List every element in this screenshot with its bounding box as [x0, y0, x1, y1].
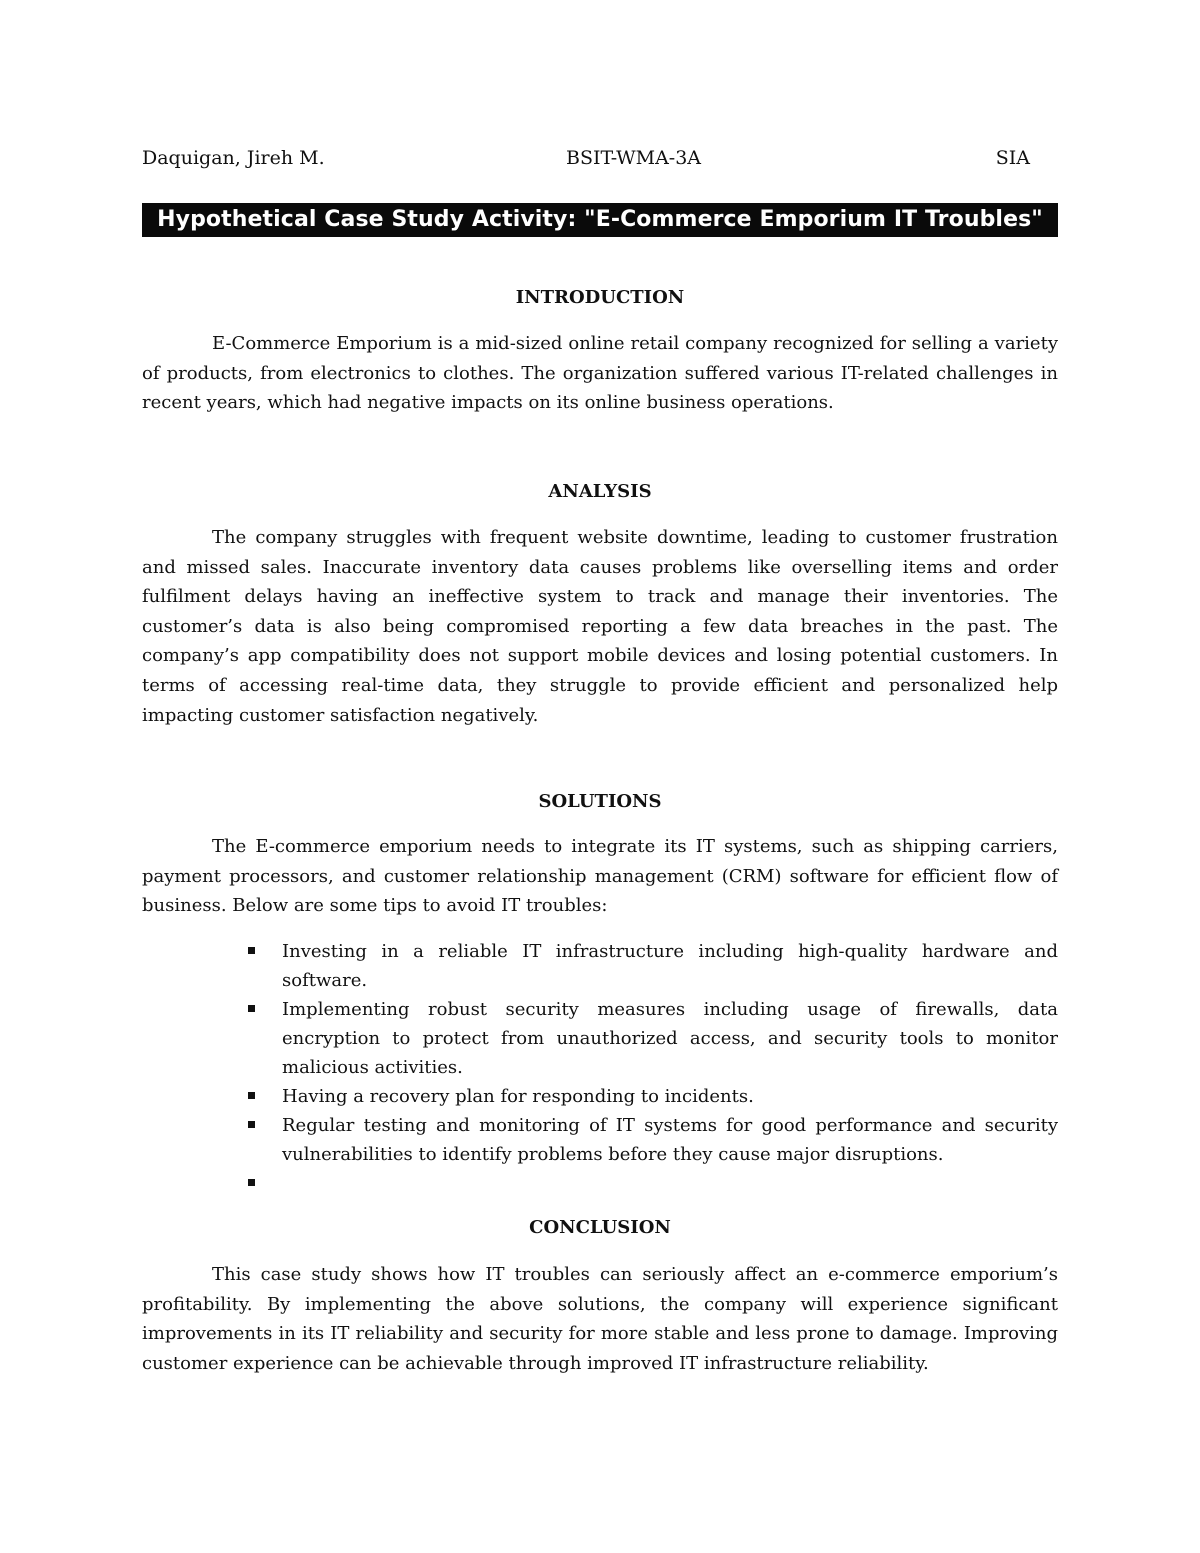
square-bullet-icon — [248, 1121, 255, 1128]
tip-text: Investing in a reliable IT infrastructure including high-quality hardware and software. — [282, 941, 1058, 991]
list-item — [142, 1111, 1058, 1169]
course-section: BSIT-WMA-3A — [566, 147, 702, 169]
square-bullet-icon — [248, 1092, 255, 1099]
list-item — [142, 1169, 1058, 1198]
introduction-paragraph: E-Commerce Emporium is a mid-sized online retail company recognized for selling a variety of products, from electronics to clothes. The organization suffered various IT-related challenges in recent years, which had negative impacts on its online business operations. — [142, 333, 1058, 414]
list-item — [142, 1082, 1058, 1111]
tip-text: Regular testing and monitoring of IT systems for good performance and security vulnerabilities to identify problems before they cause major disruptions. — [282, 1115, 1058, 1165]
analysis-paragraph: The company struggles with frequent website downtime, leading to customer frustration and missed sales. Inaccurate inventory data causes problems like overselling items and order fulfilment delays having an ineffective system to track and manage their inventories. The customer’s data is also being compromised reporting a few data breaches in the past. The company’s app compatibility does not support mobile devices and losing potential customers. In terms of accessing real-time data, they struggle to provide efficient and personalized help impacting customer satisfaction negatively. — [142, 527, 1058, 726]
subject-code: SIA — [995, 147, 1030, 169]
solutions-paragraph: The E-commerce emporium needs to integrate its IT systems, such as shipping carriers, payment processors, and customer relationship management (CRM) software for efficient flow of business. Below are some tips to avoid IT troubles: — [142, 836, 1058, 917]
square-bullet-icon — [248, 947, 255, 954]
list-item — [142, 995, 1058, 1082]
document-header — [142, 144, 1030, 172]
conclusion-heading: CONCLUSION — [529, 1217, 671, 1238]
tip-text: Having a recovery plan for responding to incidents. — [282, 1086, 754, 1107]
introduction-heading: INTRODUCTION — [515, 287, 685, 308]
tip-text: Implementing robust security measures including usage of firewalls, data encryption to protect from unauthorized access, and security tools to monitor malicious activities. — [282, 999, 1058, 1078]
document-title: Hypothetical Case Study Activity: "E-Commerce Emporium IT Troubles" — [142, 203, 1058, 237]
list-item — [142, 937, 1058, 995]
conclusion-paragraph: This case study shows how IT troubles can seriously affect an e-commerce emporium’s profitability. By implementing the above solutions, the company will experience significant improvements in its IT reliability and security for more stable and less prone to damage. Improving customer experience can be achievable through improved IT infrastructure reliability. — [142, 1264, 1058, 1374]
square-bullet-icon — [248, 1179, 255, 1186]
analysis-heading: ANALYSIS — [548, 481, 652, 502]
square-bullet-icon — [248, 1005, 255, 1012]
solutions-heading: SOLUTIONS — [538, 791, 662, 812]
student-name: Daquigan, Jireh M. — [142, 147, 325, 169]
tips-list — [142, 937, 1058, 1198]
